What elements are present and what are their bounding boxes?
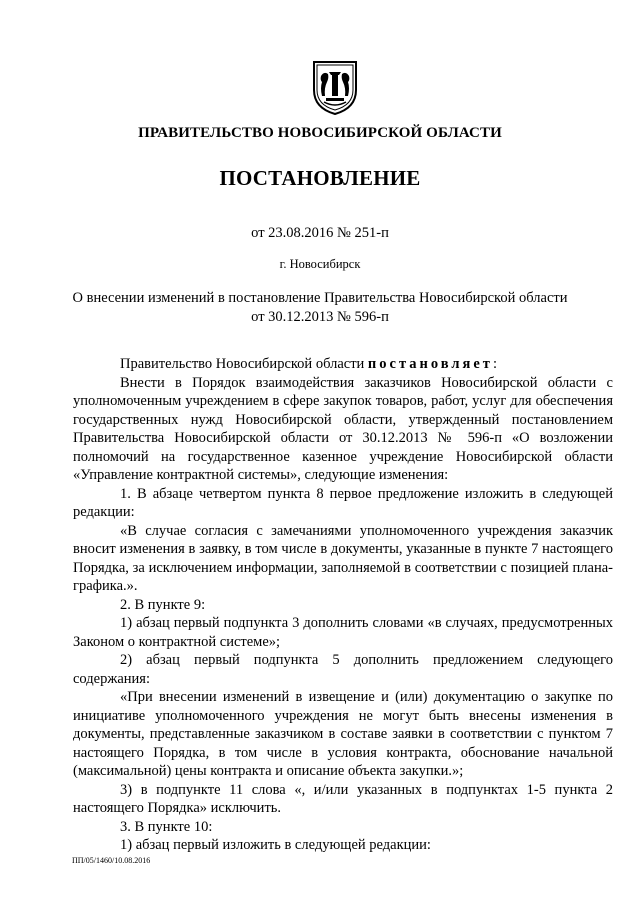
paragraph: 1) абзац первый подпункта 3 дополнить словами «в случаях, предусмотренных Законом о контрактной системе»; [73, 615, 613, 650]
paragraph: «При внесении изменений в извещение и (или) документацию о закупке по инициативе уполномоченного учреждения не могут быть внесены изменения в документы, представленные заказчиком в составе заявки в соответствии с пунктом 7 настоящего Порядка, в том числе в условия контракта, обоснование начальной (максимальной) цены контракта и описание объекта закупки.»; [73, 689, 613, 779]
preamble [73, 355, 613, 374]
city: г. Новосибирск [279, 257, 361, 271]
subject-line-1: О внесении изменений в постановление Правительства Новосибирской области [72, 290, 568, 306]
paragraph: «В случае согласия с замечаниями уполномоченного учреждения заказчик вносит изменения в заявку, в том числе в документы, указанные в пункте 7 настоящего Порядка, за исключением информации, заполняемой в соответствии с позицией плана-графика.». [73, 522, 613, 594]
paragraph: Внести в Порядок взаимодействия заказчиков Новосибирской области с уполномоченным учреждением в сфере закупок товаров, работ, услуг для обеспечения государственных нужд Новосибирской области, утвержденный постановлением Правительства Новосибирской области от 30.12.2013 № 596-п «О возложении полномочий на государственное казенное учреждение Новосибирской области «Управление контрактной системы», следующие изменения: [73, 374, 613, 483]
preamble-end: : [492, 356, 497, 372]
preamble-keyword: постановляет [367, 356, 493, 372]
paragraph: 2. В пункте 9: [120, 596, 206, 613]
preamble-text: Правительство Новосибирской области [120, 356, 368, 372]
subject-line-2: от 30.12.2013 № 596-п [251, 308, 389, 325]
paragraph: 1. В абзаце четвертом пункта 8 первое предложение изложить в следующей редакции: [73, 485, 613, 520]
paragraph: 2) абзац первый подпункта 5 дополнить предложением следующего содержания: [73, 652, 613, 687]
paragraph: 3. В пункте 10: [120, 818, 213, 835]
document-body [73, 355, 613, 855]
date-number: от 23.08.2016 № 251-п [251, 225, 389, 241]
paragraph: 3) в подпункте 11 слова «, и/или указанных в подпунктах 1-5 пункта 2 настоящего Порядка» исключить. [73, 781, 613, 816]
organization-title: ПРАВИТЕЛЬСТВО НОВОСИБИРСКОЙ ОБЛАСТИ [138, 125, 502, 141]
paragraph: 1) абзац первый изложить в следующей редакции: [120, 837, 431, 853]
document-subject [0, 289, 640, 326]
coat-of-arms-icon [312, 60, 358, 116]
document-code: ПП/05/1460/10.08.2016 [72, 856, 151, 865]
document-type: ПОСТАНОВЛЕНИЕ [219, 166, 421, 190]
